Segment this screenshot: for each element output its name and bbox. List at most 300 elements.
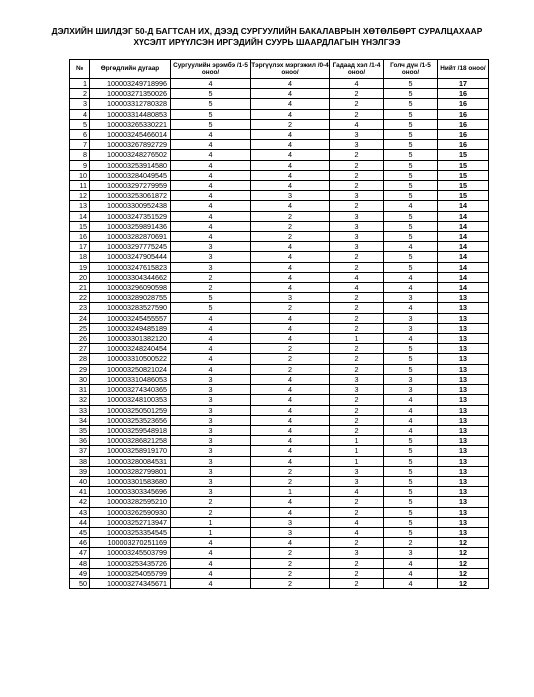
col-header-school-rank: Сургуулийн эрэмбэ /1-5 оноо/ (171, 60, 251, 79)
priority-major-score: 4 (251, 313, 330, 323)
application-number: 100003280084531 (90, 456, 171, 466)
application-number: 100003282799801 (90, 466, 171, 476)
foreign-language-score: 2 (330, 568, 384, 578)
priority-major-score: 4 (251, 242, 330, 252)
application-number: 100003250501259 (90, 405, 171, 415)
table-body (70, 79, 489, 589)
table-row (70, 405, 489, 415)
priority-major-score: 2 (251, 568, 330, 578)
row-number: 45 (70, 527, 90, 537)
application-number: 100003267892729 (90, 140, 171, 150)
total-score: 13 (438, 476, 489, 486)
total-score: 16 (438, 99, 489, 109)
foreign-language-score: 4 (330, 527, 384, 537)
row-number: 32 (70, 395, 90, 405)
application-number: 100003245466014 (90, 130, 171, 140)
application-number: 100003245455557 (90, 313, 171, 323)
foreign-language-score: 2 (330, 415, 384, 425)
priority-major-score: 4 (251, 160, 330, 170)
gpa-score: 4 (384, 395, 438, 405)
priority-major-score: 4 (251, 446, 330, 456)
application-number: 100003253354545 (90, 527, 171, 537)
school-rank-score: 4 (171, 181, 251, 191)
row-number: 41 (70, 487, 90, 497)
priority-major-score: 3 (251, 527, 330, 537)
table-row (70, 293, 489, 303)
row-number: 3 (70, 99, 90, 109)
gpa-score: 5 (384, 517, 438, 527)
foreign-language-score: 3 (330, 466, 384, 476)
total-score: 16 (438, 89, 489, 99)
application-number: 100003300952438 (90, 201, 171, 211)
gpa-score: 5 (384, 527, 438, 537)
table-row (70, 313, 489, 323)
priority-major-score: 4 (251, 181, 330, 191)
foreign-language-score: 1 (330, 436, 384, 446)
priority-major-score: 4 (251, 405, 330, 415)
table-row (70, 517, 489, 527)
gpa-score: 5 (384, 119, 438, 129)
gpa-score: 5 (384, 191, 438, 201)
table-row (70, 548, 489, 558)
table-row (70, 578, 489, 588)
foreign-language-score: 2 (330, 578, 384, 588)
foreign-language-score: 3 (330, 476, 384, 486)
gpa-score: 5 (384, 364, 438, 374)
school-rank-score: 4 (171, 79, 251, 89)
table-row (70, 364, 489, 374)
table-row (70, 344, 489, 354)
priority-major-score: 3 (251, 517, 330, 527)
total-score: 13 (438, 487, 489, 497)
gpa-score: 3 (384, 293, 438, 303)
table-row (70, 232, 489, 242)
table-row (70, 476, 489, 486)
application-number: 100003248276502 (90, 150, 171, 160)
application-number: 100003258919170 (90, 446, 171, 456)
foreign-language-score: 3 (330, 211, 384, 221)
row-number: 11 (70, 181, 90, 191)
table-row (70, 354, 489, 364)
gpa-score: 5 (384, 130, 438, 140)
table-row (70, 130, 489, 140)
table-row (70, 334, 489, 344)
school-rank-score: 3 (171, 242, 251, 252)
table-row (70, 303, 489, 313)
total-score: 13 (438, 527, 489, 537)
school-rank-score: 4 (171, 211, 251, 221)
application-number: 100003247351529 (90, 211, 171, 221)
school-rank-score: 1 (171, 517, 251, 527)
gpa-score: 5 (384, 466, 438, 476)
row-number: 44 (70, 517, 90, 527)
row-number: 17 (70, 242, 90, 252)
priority-major-score: 2 (251, 344, 330, 354)
total-score: 16 (438, 130, 489, 140)
gpa-score: 5 (384, 150, 438, 160)
row-number: 26 (70, 334, 90, 344)
priority-major-score: 2 (251, 354, 330, 364)
gpa-score: 4 (384, 405, 438, 415)
total-score: 17 (438, 79, 489, 89)
gpa-score: 5 (384, 476, 438, 486)
foreign-language-score: 2 (330, 395, 384, 405)
gpa-score: 5 (384, 211, 438, 221)
foreign-language-score: 3 (330, 191, 384, 201)
title-line-2: ХҮСЭЛТ ИРҮҮЛСЭН ИРГЭДИЙН СУУРЬ ШААРДЛАГЫН ҮНЭЛГЭЭ (133, 37, 401, 47)
school-rank-score: 4 (171, 221, 251, 231)
school-rank-score: 3 (171, 456, 251, 466)
school-rank-score: 4 (171, 364, 251, 374)
total-score: 13 (438, 313, 489, 323)
foreign-language-score: 2 (330, 262, 384, 272)
foreign-language-score: 2 (330, 150, 384, 160)
school-rank-score: 5 (171, 109, 251, 119)
school-rank-score: 3 (171, 262, 251, 272)
priority-major-score: 2 (251, 232, 330, 242)
application-number: 100003248240454 (90, 344, 171, 354)
gpa-score: 5 (384, 436, 438, 446)
table-row (70, 456, 489, 466)
gpa-score: 5 (384, 221, 438, 231)
school-rank-score: 4 (171, 548, 251, 558)
table-row (70, 252, 489, 262)
foreign-language-score: 3 (330, 221, 384, 231)
gpa-score: 4 (384, 283, 438, 293)
total-score: 13 (438, 303, 489, 313)
gpa-score: 3 (384, 313, 438, 323)
total-score: 13 (438, 507, 489, 517)
priority-major-score: 3 (251, 293, 330, 303)
foreign-language-score: 4 (330, 487, 384, 497)
table-row (70, 487, 489, 497)
gpa-score: 5 (384, 232, 438, 242)
row-number: 27 (70, 344, 90, 354)
school-rank-score: 4 (171, 568, 251, 578)
gpa-score: 3 (384, 374, 438, 384)
priority-major-score: 4 (251, 497, 330, 507)
row-number: 21 (70, 283, 90, 293)
gpa-score: 3 (384, 548, 438, 558)
priority-major-score: 4 (251, 507, 330, 517)
priority-major-score: 4 (251, 436, 330, 446)
total-score: 15 (438, 191, 489, 201)
total-score: 13 (438, 436, 489, 446)
total-score: 13 (438, 293, 489, 303)
priority-major-score: 4 (251, 272, 330, 282)
foreign-language-score: 3 (330, 242, 384, 252)
gpa-score: 4 (384, 201, 438, 211)
row-number: 19 (70, 262, 90, 272)
school-rank-score: 5 (171, 303, 251, 313)
application-number: 100003245503799 (90, 548, 171, 558)
total-score: 12 (438, 558, 489, 568)
gpa-score: 5 (384, 446, 438, 456)
row-number: 15 (70, 221, 90, 231)
application-number: 100003247905444 (90, 252, 171, 262)
school-rank-score: 4 (171, 201, 251, 211)
application-number: 100003312780328 (90, 99, 171, 109)
priority-major-score: 2 (251, 119, 330, 129)
school-rank-score: 3 (171, 374, 251, 384)
foreign-language-score: 2 (330, 170, 384, 180)
school-rank-score: 4 (171, 538, 251, 548)
row-number: 6 (70, 130, 90, 140)
col-header-number: № (70, 60, 90, 79)
table-row (70, 395, 489, 405)
row-number: 14 (70, 211, 90, 221)
col-header-foreign-language: Гадаад хэл /1-4 оноо/ (330, 60, 384, 79)
school-rank-score: 3 (171, 436, 251, 446)
gpa-score: 4 (384, 272, 438, 282)
school-rank-score: 3 (171, 446, 251, 456)
row-number: 31 (70, 385, 90, 395)
application-number: 100003314480853 (90, 109, 171, 119)
row-number: 23 (70, 303, 90, 313)
gpa-score: 4 (384, 303, 438, 313)
table-row (70, 527, 489, 537)
row-number: 29 (70, 364, 90, 374)
row-number: 43 (70, 507, 90, 517)
foreign-language-score: 2 (330, 201, 384, 211)
priority-major-score: 1 (251, 487, 330, 497)
gpa-score: 5 (384, 497, 438, 507)
application-number: 100003253435726 (90, 558, 171, 568)
gpa-score: 5 (384, 262, 438, 272)
foreign-language-score: 2 (330, 181, 384, 191)
application-number: 100003259891436 (90, 221, 171, 231)
priority-major-score: 4 (251, 334, 330, 344)
application-number: 100003282870691 (90, 232, 171, 242)
application-number: 100003248100353 (90, 395, 171, 405)
school-rank-score: 3 (171, 487, 251, 497)
table-row (70, 446, 489, 456)
foreign-language-score: 2 (330, 425, 384, 435)
gpa-score: 3 (384, 323, 438, 333)
priority-major-score: 2 (251, 221, 330, 231)
table-row (70, 211, 489, 221)
gpa-score: 4 (384, 558, 438, 568)
total-score: 16 (438, 119, 489, 129)
gpa-score: 5 (384, 354, 438, 364)
school-rank-score: 3 (171, 252, 251, 262)
foreign-language-score: 2 (330, 293, 384, 303)
priority-major-score: 4 (251, 283, 330, 293)
priority-major-score: 4 (251, 109, 330, 119)
priority-major-score: 4 (251, 425, 330, 435)
priority-major-score: 4 (251, 323, 330, 333)
school-rank-score: 3 (171, 395, 251, 405)
application-number: 100003250821024 (90, 364, 171, 374)
priority-major-score: 4 (251, 538, 330, 548)
application-number: 100003310486053 (90, 374, 171, 384)
school-rank-score: 3 (171, 405, 251, 415)
foreign-language-score: 4 (330, 272, 384, 282)
total-score: 13 (438, 466, 489, 476)
row-number: 25 (70, 323, 90, 333)
row-number: 5 (70, 119, 90, 129)
total-score: 16 (438, 109, 489, 119)
table-row (70, 262, 489, 272)
application-number: 100003253914580 (90, 160, 171, 170)
total-score: 13 (438, 425, 489, 435)
gpa-score: 5 (384, 170, 438, 180)
row-number: 12 (70, 191, 90, 201)
application-number: 100003252713947 (90, 517, 171, 527)
application-number: 100003274345671 (90, 578, 171, 588)
table-row (70, 89, 489, 99)
priority-major-score: 2 (251, 211, 330, 221)
row-number: 42 (70, 497, 90, 507)
row-number: 10 (70, 170, 90, 180)
priority-major-score: 4 (251, 79, 330, 89)
foreign-language-score: 2 (330, 364, 384, 374)
priority-major-score: 4 (251, 456, 330, 466)
total-score: 13 (438, 517, 489, 527)
total-score: 12 (438, 548, 489, 558)
row-number: 20 (70, 272, 90, 282)
total-score: 14 (438, 272, 489, 282)
priority-major-score: 4 (251, 201, 330, 211)
school-rank-score: 2 (171, 272, 251, 282)
application-number: 100003259548918 (90, 425, 171, 435)
school-rank-score: 3 (171, 466, 251, 476)
application-number: 100003289028755 (90, 293, 171, 303)
application-number: 100003284049545 (90, 170, 171, 180)
application-number: 100003274340365 (90, 385, 171, 395)
total-score: 13 (438, 354, 489, 364)
row-number: 48 (70, 558, 90, 568)
school-rank-score: 3 (171, 425, 251, 435)
total-score: 13 (438, 405, 489, 415)
foreign-language-score: 2 (330, 538, 384, 548)
priority-major-score: 2 (251, 303, 330, 313)
school-rank-score: 4 (171, 191, 251, 201)
school-rank-score: 2 (171, 283, 251, 293)
foreign-language-score: 4 (330, 517, 384, 527)
gpa-score: 4 (384, 415, 438, 425)
row-number: 38 (70, 456, 90, 466)
row-number: 50 (70, 578, 90, 588)
table-row (70, 425, 489, 435)
gpa-score: 5 (384, 160, 438, 170)
application-number: 100003304344662 (90, 272, 171, 282)
table-row (70, 507, 489, 517)
table-row (70, 221, 489, 231)
foreign-language-score: 2 (330, 507, 384, 517)
school-rank-score: 4 (171, 344, 251, 354)
foreign-language-score: 4 (330, 283, 384, 293)
foreign-language-score: 2 (330, 344, 384, 354)
school-rank-score: 4 (171, 140, 251, 150)
gpa-score: 5 (384, 79, 438, 89)
foreign-language-score: 3 (330, 232, 384, 242)
application-number: 100003265330221 (90, 119, 171, 129)
priority-major-score: 2 (251, 558, 330, 568)
foreign-language-score: 2 (330, 558, 384, 568)
application-number: 100003271350026 (90, 89, 171, 99)
foreign-language-score: 2 (330, 323, 384, 333)
table-row (70, 466, 489, 476)
foreign-language-score: 2 (330, 497, 384, 507)
total-score: 14 (438, 211, 489, 221)
priority-major-score: 4 (251, 385, 330, 395)
application-number: 100003282595210 (90, 497, 171, 507)
row-number: 2 (70, 89, 90, 99)
table-row (70, 415, 489, 425)
priority-major-score: 4 (251, 130, 330, 140)
application-number: 100003253061872 (90, 191, 171, 201)
total-score: 12 (438, 568, 489, 578)
foreign-language-score: 3 (330, 548, 384, 558)
total-score: 15 (438, 170, 489, 180)
foreign-language-score: 1 (330, 456, 384, 466)
table-row (70, 283, 489, 293)
foreign-language-score: 2 (330, 89, 384, 99)
gpa-score: 5 (384, 99, 438, 109)
table-row (70, 323, 489, 333)
row-number: 39 (70, 466, 90, 476)
scores-table (69, 59, 489, 589)
school-rank-score: 4 (171, 354, 251, 364)
title-line-1: ДЭЛХИЙН ШИЛДЭГ 50-Д БАГТСАН ИХ, ДЭЭД СУРГУУЛИЙН БАКАЛАВРЫН ХӨТӨЛБӨРТ СУРАЛЦАХААР (51, 26, 483, 36)
school-rank-score: 4 (171, 130, 251, 140)
gpa-score: 4 (384, 425, 438, 435)
school-rank-score: 2 (171, 497, 251, 507)
application-number: 100003249718996 (90, 79, 171, 89)
priority-major-score: 2 (251, 548, 330, 558)
col-header-application-number: Өргөдлийн дугаар (90, 60, 171, 79)
row-number: 13 (70, 201, 90, 211)
gpa-score: 5 (384, 252, 438, 262)
row-number: 47 (70, 548, 90, 558)
school-rank-score: 2 (171, 507, 251, 517)
foreign-language-score: 4 (330, 79, 384, 89)
foreign-language-score: 3 (330, 130, 384, 140)
total-score: 14 (438, 201, 489, 211)
row-number: 36 (70, 436, 90, 446)
total-score: 13 (438, 385, 489, 395)
table-row (70, 109, 489, 119)
total-score: 13 (438, 334, 489, 344)
table-row (70, 272, 489, 282)
school-rank-score: 4 (171, 558, 251, 568)
foreign-language-score: 2 (330, 354, 384, 364)
table-row (70, 99, 489, 109)
application-number: 100003301583680 (90, 476, 171, 486)
gpa-score: 3 (384, 385, 438, 395)
table-row (70, 374, 489, 384)
table-row (70, 140, 489, 150)
foreign-language-score: 2 (330, 252, 384, 262)
application-number: 100003296090598 (90, 283, 171, 293)
row-number: 40 (70, 476, 90, 486)
gpa-score: 5 (384, 344, 438, 354)
total-score: 14 (438, 221, 489, 231)
school-rank-score: 4 (171, 323, 251, 333)
priority-major-score: 4 (251, 415, 330, 425)
school-rank-score: 3 (171, 385, 251, 395)
school-rank-score: 3 (171, 476, 251, 486)
gpa-score: 5 (384, 456, 438, 466)
gpa-score: 5 (384, 487, 438, 497)
row-number: 49 (70, 568, 90, 578)
school-rank-score: 5 (171, 293, 251, 303)
table-row (70, 160, 489, 170)
application-number: 100003303345696 (90, 487, 171, 497)
application-number: 100003247615823 (90, 262, 171, 272)
table-row (70, 170, 489, 180)
